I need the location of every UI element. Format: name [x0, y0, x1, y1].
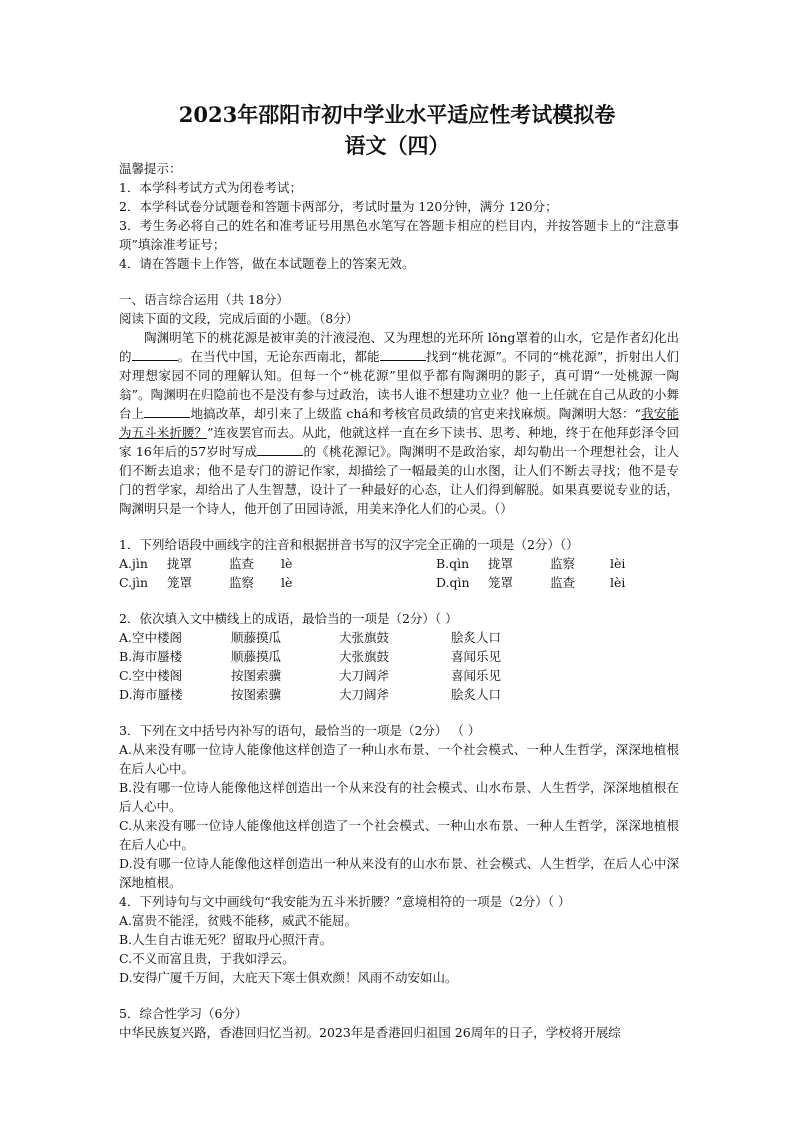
q4-option-d: D.安得广厦千万间，大庇天下寒士俱欢颜！风雨不动安如山。: [119, 970, 458, 985]
q5-text: 中华民族复兴路，香港回归忆当初。2023年是香港回归祖国 26周年的日子，学校将开展综: [119, 1025, 621, 1040]
blank-3: [144, 406, 190, 418]
q2-stem: 2．依次填入文中横线上的成语，最恰当的一项是（2分）（ ）: [119, 611, 458, 626]
q4-option-c: C.不义而富且贵，于我如浮云。: [119, 951, 295, 966]
q1-options-row-1: A.jìn 拢罩 监查 lè B.qìn 拢罩 监察 lèi: [119, 556, 626, 571]
section-heading: 一、语言综合运用（共 18分）: [119, 292, 289, 307]
q3-option-a: A.从来没有哪一位诗人能像他这样创造了一种山水布景、一个社会模式、一种人生哲学，深深地植根在后人心中。: [119, 742, 679, 776]
q5-stem: 5．综合性学习（6分）: [119, 1006, 248, 1021]
blank-2: [380, 349, 426, 361]
q1-stem: 1．下列给语段中画线字的注音和根据拼音书写的汉字完全正确的一项是（2分）（）: [119, 537, 579, 552]
q3-option-c: C.从来没有哪一位诗人能像他这样创造了一个社会模式、一种山水布景、一种人生哲学，深深地植根在后人心中。: [119, 818, 679, 852]
q1-options-row-2: C.jìn 笼罩 监察 lè D.qìn 笼罩 监查 lèi: [119, 575, 626, 590]
q2-option-a: A.空中楼阁 顺藤摸瓜 大张旗鼓 脍炙人口: [119, 630, 502, 645]
q3-stem: 3．下列在文中括号内补写的语句，最恰当的一项是（2分） （ ）: [119, 723, 481, 738]
notice-item-1: 1．本学科考试方式为闭卷考试；: [119, 180, 302, 195]
notice-item-4: 4．请在答题卡上作答，做在本试题卷上的答案无效。: [119, 256, 415, 271]
exam-body: [119, 159, 679, 1042]
q3-option-d: D.没有哪一位诗人能像他这样创造出一种从来没有的山水布景、社会模式、人生哲学，在后人心中深深地植根。: [119, 856, 679, 890]
q3-option-b: B.没有哪一位诗人能像他这样创造出一个从来没有的社会模式、山水布景、人生哲学，深深地植根在后人心中。: [119, 780, 679, 814]
reading-passage: 陶渊明笔下的桃花源是被审美的汁液浸泡、又为理想的光环所 lǒng罩着的山水，它是作者幻化出的 。在当代中国，无论东西南北，都能 找到“桃花源”。不同的“桃花源”，折射出人们对理想家园不同的理解认知。但每一个“桃花源”里似乎都有陶渊明的影子，真可谓“一处桃源一陶翁”。陶渊明在归隐前也不是没有参与过政治，读书人谁不想建功立业？他一上任就在自己从政的小舞台上 地搞改革，却引来了上级监 chá和考核官员政绩的官吏来找麻烦。陶渊明大怒：“我安能为五斗米折腰？”连夜罢官而去。从此，他就这样一直在乡下读书、思考、种地，终于在他拜彭泽令回家 16年后的57岁时写成 的《桃花源记》。陶渊明不是政治家，却勾勒出一个理想社会，让人们不断去追求；他不是专门的游记作家，却描绘了一幅最美的山水图，让人们不断去寻找；他不是专门的哲学家，却给出了人生智慧，设计了一种最好的心态，让人们得到解脱。如果真要说专业的话，陶渊明只是一个诗人，他开创了田园诗派，用美来净化人们的心灵。（）: [119, 330, 679, 516]
notice-item-2: 2．本学科试卷分试题卷和答题卡两部分，考试时量为 120分钟，满分 120分；: [119, 199, 558, 214]
q2-option-c: C.空中楼阁 按图索骥 大刀阔斧 喜闻乐见: [119, 668, 502, 683]
q2-option-b: B.海市蜃楼 顺藤摸瓜 大张旗鼓 喜闻乐见: [119, 649, 502, 664]
q4-option-b: B.人生自古谁无死？留取丹心照汗青。: [119, 932, 333, 947]
notice-item-3: 3．考生务必将自己的姓名和准考证号用黑色水笔写在答题卡相应的栏目内，并按答题卡上的“注意事项”填涂准考证号；: [119, 218, 679, 252]
exam-title: 2023年邵阳市初中学业水平适应性考试模拟卷: [178, 102, 616, 127]
q4-option-a: A.富贵不能淫，贫贱不能移，威武不能屈。: [119, 913, 358, 928]
exam-subtitle: 语文（四）: [344, 133, 450, 158]
underlined-sentence: 我安能为五斗米折腰？: [119, 406, 679, 440]
q4-stem: 4．下列诗句与文中画线句“我安能为五斗米折腰？”意境相符的一项是（2分）（ ）: [119, 894, 571, 909]
reading-instruction: 阅读下面的文段，完成后面的小题。（8分）: [119, 311, 359, 326]
q2-option-d: D.海市蜃楼 按图索骥 大刀阔斧 脍炙人口: [119, 687, 502, 702]
blank-4: [257, 444, 303, 456]
blank-1: [132, 349, 178, 361]
notice-heading: 温馨提示：: [119, 161, 182, 176]
